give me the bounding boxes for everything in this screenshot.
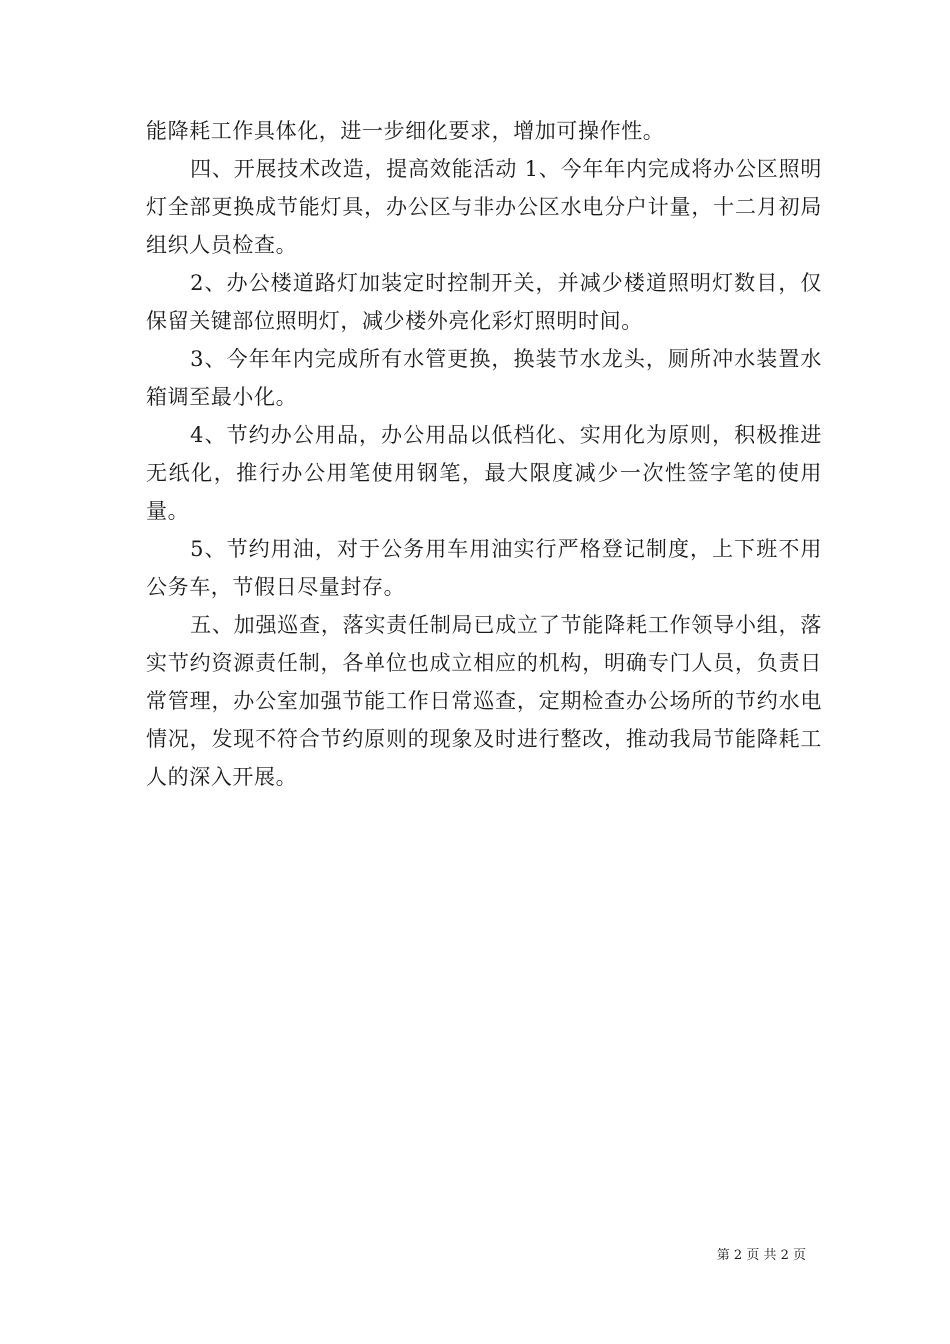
paragraph-item-3: 3、今年年内完成所有水管更换，换装节水龙头，厕所冲水装置水箱调至最小化。 <box>146 347 822 409</box>
paragraph-item-4: 4、节约办公用品，办公用品以低档化、实用化为原则，积极推进无纸化，推行办公用笔使用钢笔，最大限度减少一次性签字笔的使用量。 <box>146 423 822 523</box>
paragraph-section-four: 四、开展技术改造，提高效能活动 1、今年年内完成将办公区照明灯全部更换成节能灯具，办公区与非办公区水电分户计量，十二月初局组织人员检查。 <box>146 157 822 257</box>
paragraph-section-five: 五、加强巡查，落实责任制局已成立了节能降耗工作领导小组，落实节约资源责任制，各单位也成立相应的机构，明确专门人员，负责日常管理，办公室加强节能工作日常巡查，定期检查办公场所的节约水电情况，发现不符合节约原则的现象及时进行整改，推动我局节能降耗工人的深入开展。 <box>146 613 822 789</box>
paragraph-item-5: 5、节约用油，对于公务用车用油实行严格登记制度，上下班不用公务车，节假日尽量封存。 <box>146 537 822 599</box>
paragraph-item-2: 2、办公楼道路灯加装定时控制开关，并减少楼道照明灯数目，仅保留关键部位照明灯，减少楼外亮化彩灯照明时间。 <box>146 271 822 333</box>
document-body <box>146 112 822 796</box>
page-number-footer: 第 2 页 共 2 页 <box>716 1248 806 1263</box>
paragraph-continuation: 能降耗工作具体化，进一步细化要求，增加可操作性。 <box>146 119 665 143</box>
